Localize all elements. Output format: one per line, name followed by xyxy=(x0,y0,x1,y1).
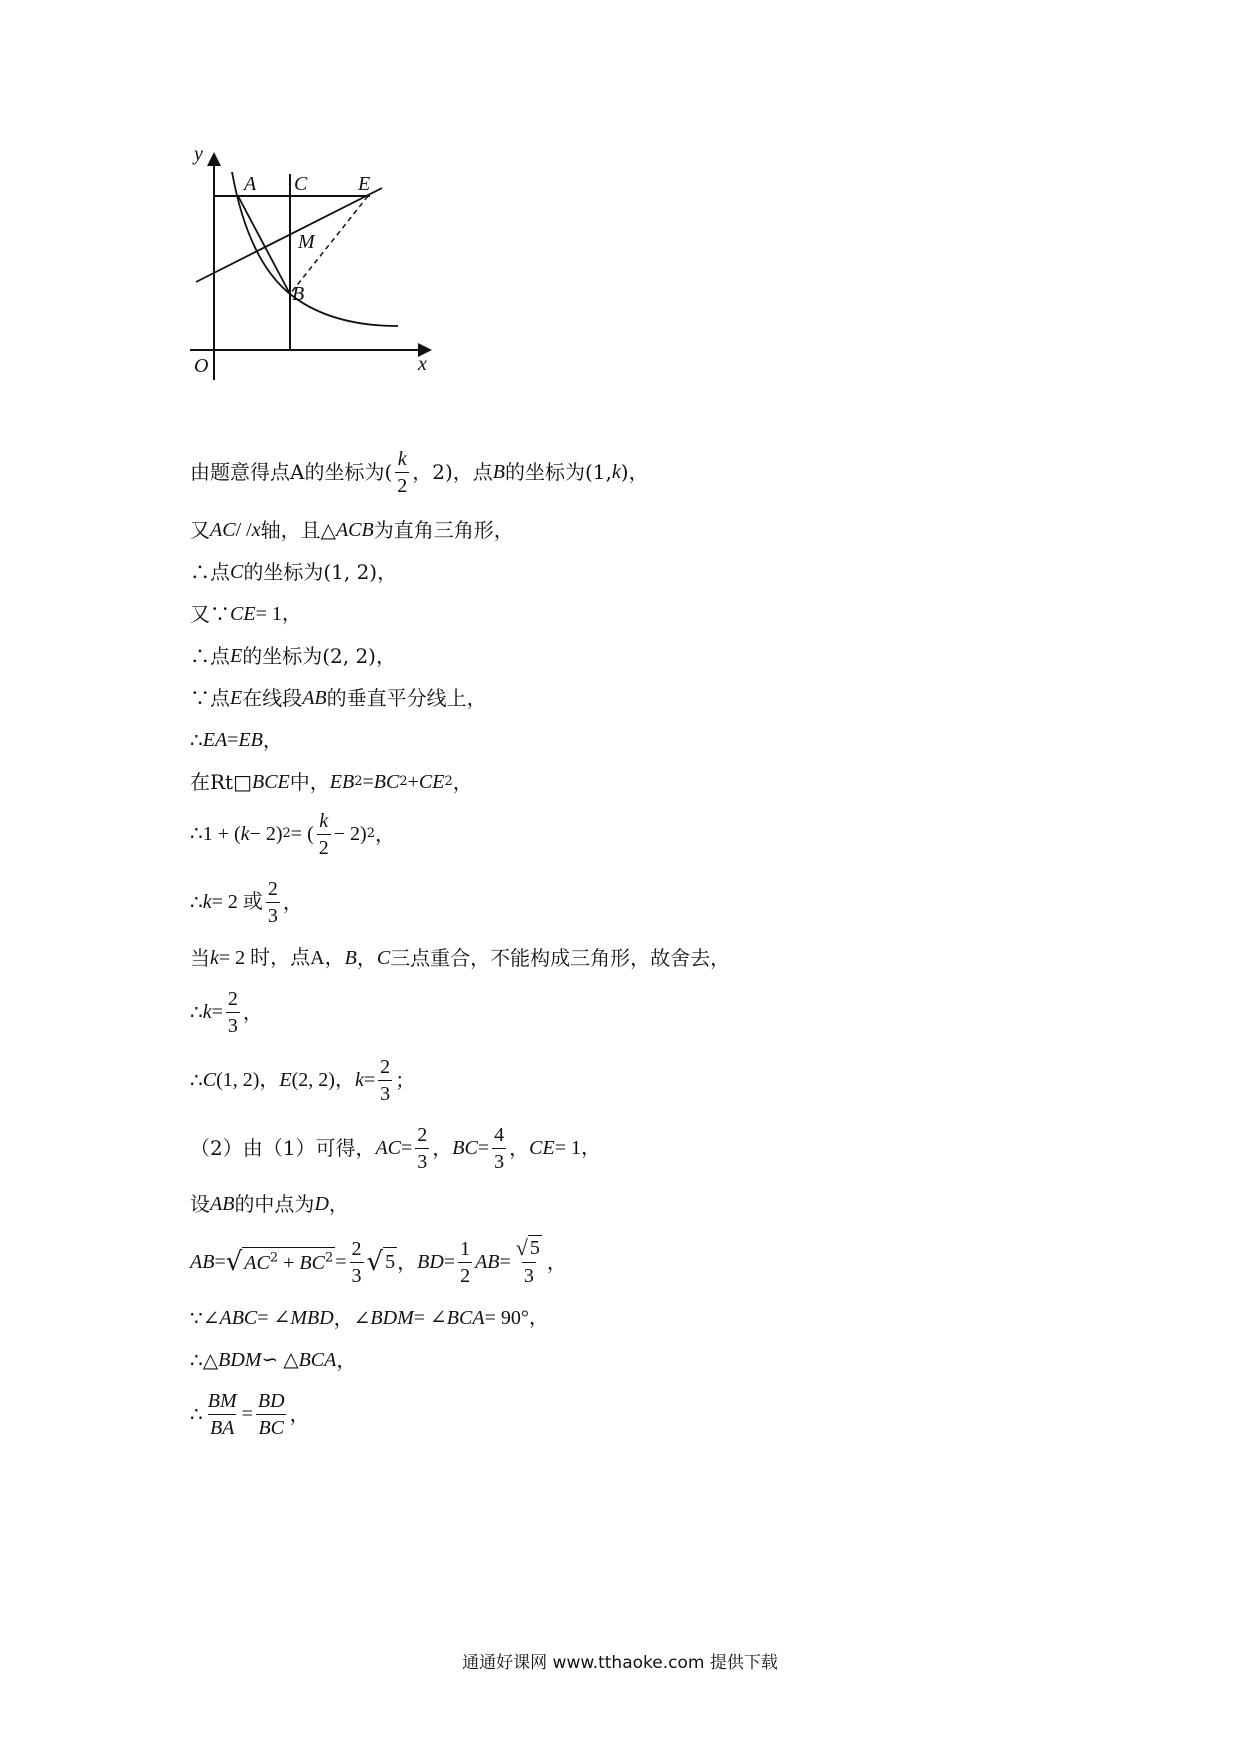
var: BCA xyxy=(298,1349,337,1371)
label-y: y xyxy=(194,150,203,165)
var: BC xyxy=(299,1252,325,1274)
line-1 xyxy=(190,445,1090,499)
var: AB xyxy=(302,687,327,709)
line-14 xyxy=(190,1121,1090,1175)
label-o: O xyxy=(194,355,209,377)
text: ， xyxy=(356,946,377,970)
var: MBD xyxy=(290,1307,334,1329)
var: AC xyxy=(375,1137,402,1159)
var: E xyxy=(230,687,243,709)
text: = xyxy=(227,729,239,751)
text: 在线段 xyxy=(242,686,303,710)
geometry-diagram xyxy=(190,150,500,430)
numerator: 2 xyxy=(267,877,278,900)
text: 三点重合，不能构成三角形，故舍去， xyxy=(390,946,731,970)
fraction xyxy=(350,1236,364,1289)
text: + xyxy=(407,771,419,793)
fraction xyxy=(458,1236,472,1289)
text: = 90°， xyxy=(484,1307,549,1329)
text: 为直角三角形， xyxy=(373,518,514,542)
numerator: 2 xyxy=(227,987,238,1010)
text: = xyxy=(499,1251,511,1273)
fraction xyxy=(378,1054,392,1107)
var: C xyxy=(230,561,244,583)
denominator: 3 xyxy=(415,1148,429,1175)
line-11 xyxy=(190,943,1090,973)
radicand: 5 xyxy=(383,1247,397,1277)
var: BCA xyxy=(446,1307,485,1329)
text: ∴1 + ( xyxy=(190,823,241,845)
var: BD xyxy=(417,1251,444,1273)
text: = xyxy=(362,771,374,793)
radical-sign: √ xyxy=(366,1247,384,1277)
text: （2）由（1）可得， xyxy=(190,1136,376,1160)
fraction xyxy=(226,986,240,1039)
label-b: B xyxy=(292,283,305,305)
denominator: 3 xyxy=(226,1012,240,1039)
line-7 xyxy=(190,725,1090,755)
text: = xyxy=(401,1137,413,1159)
text: 的中点为 xyxy=(234,1192,315,1216)
text: 又 xyxy=(190,518,210,542)
text: 又∵ xyxy=(190,602,230,626)
numerator: 1 xyxy=(460,1237,471,1260)
numerator: 2 xyxy=(380,1055,391,1078)
text: ， xyxy=(452,770,473,794)
radicand xyxy=(242,1247,335,1277)
text: ， xyxy=(242,1000,263,1024)
exponent: 2 xyxy=(324,1250,334,1266)
var: B xyxy=(492,461,505,483)
var: EB xyxy=(238,729,263,751)
text: ∴ xyxy=(190,890,203,914)
var: k xyxy=(210,947,219,969)
text: )， xyxy=(620,460,649,484)
var: BC xyxy=(452,1137,478,1159)
var: EA xyxy=(202,729,228,751)
denominator: BA xyxy=(208,1414,236,1441)
label-x: x xyxy=(418,353,427,375)
text: ，∠ xyxy=(333,1306,371,1330)
square-root xyxy=(226,1247,336,1277)
text: = ∠ xyxy=(257,1307,291,1329)
var: E xyxy=(279,1069,292,1091)
text: = 2 或 xyxy=(211,891,263,913)
var: B xyxy=(344,947,357,969)
text: ， xyxy=(546,1250,567,1274)
line-4 xyxy=(190,599,1090,629)
var: AC xyxy=(244,1252,270,1274)
line-5 xyxy=(190,641,1090,671)
text: 的坐标为(1, xyxy=(505,460,612,484)
square-root xyxy=(516,1235,542,1261)
text: = xyxy=(363,1069,376,1091)
var: CE xyxy=(230,603,256,625)
line-2 xyxy=(190,515,1090,545)
line-8: 在Rt□ BCE 中， EB 2 = BC 2 + CE 2 ， xyxy=(190,767,1090,797)
denominator: 2 xyxy=(395,472,409,499)
text: ∴△ xyxy=(190,1348,219,1372)
line-12 xyxy=(190,985,1090,1039)
denominator: 2 xyxy=(458,1262,472,1289)
text: ∴点 xyxy=(190,560,230,584)
var: k xyxy=(202,891,212,913)
text: 在Rt□ xyxy=(190,770,252,794)
var: k xyxy=(611,461,621,483)
denominator: 3 xyxy=(378,1080,392,1107)
text: + xyxy=(278,1252,300,1274)
label-c: C xyxy=(294,173,308,195)
line-10 xyxy=(190,875,1090,929)
var: E xyxy=(230,645,243,667)
text: ， xyxy=(336,1348,357,1372)
numerator: 4 xyxy=(494,1123,505,1146)
line-6 xyxy=(190,683,1090,713)
text: = 1， xyxy=(255,603,302,625)
text: − 2) xyxy=(333,823,367,845)
var: EB xyxy=(329,771,355,793)
line-19 xyxy=(190,1385,1090,1443)
var: x xyxy=(251,519,261,541)
text: = ( xyxy=(290,823,314,845)
denominator: 2 xyxy=(317,834,331,861)
text: (2, 2)， xyxy=(291,1069,355,1091)
line-15 xyxy=(190,1189,1090,1219)
fraction xyxy=(266,876,280,929)
numerator: 2 xyxy=(417,1123,428,1146)
square-root xyxy=(367,1247,398,1277)
text: ∵点 xyxy=(190,686,230,710)
var: k xyxy=(354,1069,364,1091)
numerator: BD xyxy=(257,1389,285,1412)
text: = xyxy=(214,1251,226,1273)
text: 轴，且△ xyxy=(260,518,336,542)
var: CE xyxy=(529,1137,555,1159)
var: BDM xyxy=(370,1307,414,1329)
text: ∴ xyxy=(190,1068,203,1092)
y-axis-arrow xyxy=(207,152,221,166)
numerator: k xyxy=(397,447,407,470)
var: ABC xyxy=(219,1307,258,1329)
text: ， xyxy=(289,1402,310,1426)
line-3 xyxy=(190,557,1090,587)
var: CE xyxy=(418,771,445,793)
var: k xyxy=(202,1001,212,1023)
text: / / xyxy=(235,519,252,541)
line-17 xyxy=(190,1303,1090,1333)
numerator: BM xyxy=(207,1389,237,1412)
var: ACB xyxy=(335,519,374,541)
var: C xyxy=(376,947,391,969)
text: 设 xyxy=(190,1192,210,1216)
label-m: M xyxy=(298,231,315,253)
text: = xyxy=(477,1137,490,1159)
var: AB xyxy=(475,1251,500,1273)
var: D xyxy=(314,1193,329,1215)
text: = xyxy=(241,1403,253,1425)
line-13 xyxy=(190,1053,1090,1107)
text: 当 xyxy=(190,946,210,970)
coordinate-figure xyxy=(190,150,500,430)
radical-sign: √ xyxy=(515,1235,528,1260)
fraction xyxy=(492,1122,506,1175)
text: = ∠ xyxy=(413,1307,447,1329)
denominator: 3 xyxy=(492,1148,506,1175)
numerator: k xyxy=(319,809,329,832)
text: 的坐标为(1, 2)， xyxy=(243,560,398,584)
text: ∴ xyxy=(190,728,203,752)
line-9: ∴1 + ( k − 2) 2 = ( $\frac{k}{2}$ − 2) 2 ， xyxy=(190,809,395,859)
denominator: BC xyxy=(256,1414,286,1441)
label-e: E xyxy=(358,173,371,195)
text: 中， xyxy=(289,770,330,794)
numerator xyxy=(514,1235,544,1262)
var: C xyxy=(202,1069,217,1091)
var: BCE xyxy=(252,771,290,793)
text: = xyxy=(335,1251,347,1273)
text: 的垂直平分线上， xyxy=(326,686,487,710)
fraction xyxy=(206,1388,239,1441)
text: − 2) xyxy=(249,823,283,845)
radicand: 5 xyxy=(529,1237,540,1259)
text: ， xyxy=(374,822,395,846)
text: (1, 2)， xyxy=(216,1069,280,1091)
var: AC xyxy=(210,519,236,541)
line-18 xyxy=(190,1345,1090,1375)
denominator: 3 xyxy=(522,1262,536,1289)
exponent: 2 xyxy=(269,1250,279,1266)
text: = xyxy=(443,1251,456,1273)
text: ， xyxy=(262,728,283,752)
page-footer: 通通好课网 www.tthaoke.com 提供下载 xyxy=(462,1653,778,1673)
text: ， xyxy=(328,1192,349,1216)
text: ∴ xyxy=(190,1402,203,1426)
label-a: A xyxy=(244,173,257,195)
text: ， xyxy=(432,1136,453,1160)
var: k xyxy=(240,823,250,845)
denominator: 3 xyxy=(350,1262,364,1289)
numerator: 2 xyxy=(351,1237,362,1260)
fraction xyxy=(395,446,409,499)
text: ∴ xyxy=(190,1000,203,1024)
var: AB xyxy=(190,1251,215,1273)
text: ； xyxy=(395,1068,416,1092)
radical-sign: √ xyxy=(225,1247,243,1277)
var: BDM xyxy=(218,1349,262,1371)
text: ∵∠ xyxy=(190,1306,220,1330)
fraction xyxy=(256,1388,287,1441)
text: ∽ △ xyxy=(261,1349,299,1371)
denominator: 3 xyxy=(266,902,280,929)
text: 由题意得点A的坐标为( xyxy=(190,460,393,484)
solution-text xyxy=(190,445,1090,1443)
var: AB xyxy=(210,1193,235,1215)
fraction xyxy=(514,1235,544,1289)
text: ∴点 xyxy=(190,644,230,668)
segment-ab xyxy=(238,196,290,294)
text: ，2)，点 xyxy=(412,460,493,484)
fraction xyxy=(317,808,331,861)
fraction xyxy=(415,1122,429,1175)
text: = 2 时，点A， xyxy=(218,947,345,969)
text: ， xyxy=(397,1250,418,1274)
var: BC xyxy=(373,771,400,793)
text: ， xyxy=(509,1136,530,1160)
text: = xyxy=(211,1001,223,1023)
line-16 xyxy=(190,1233,1090,1291)
text: = 1， xyxy=(554,1137,601,1159)
text: ， xyxy=(282,890,303,914)
text: 的坐标为(2, 2)， xyxy=(242,644,396,668)
